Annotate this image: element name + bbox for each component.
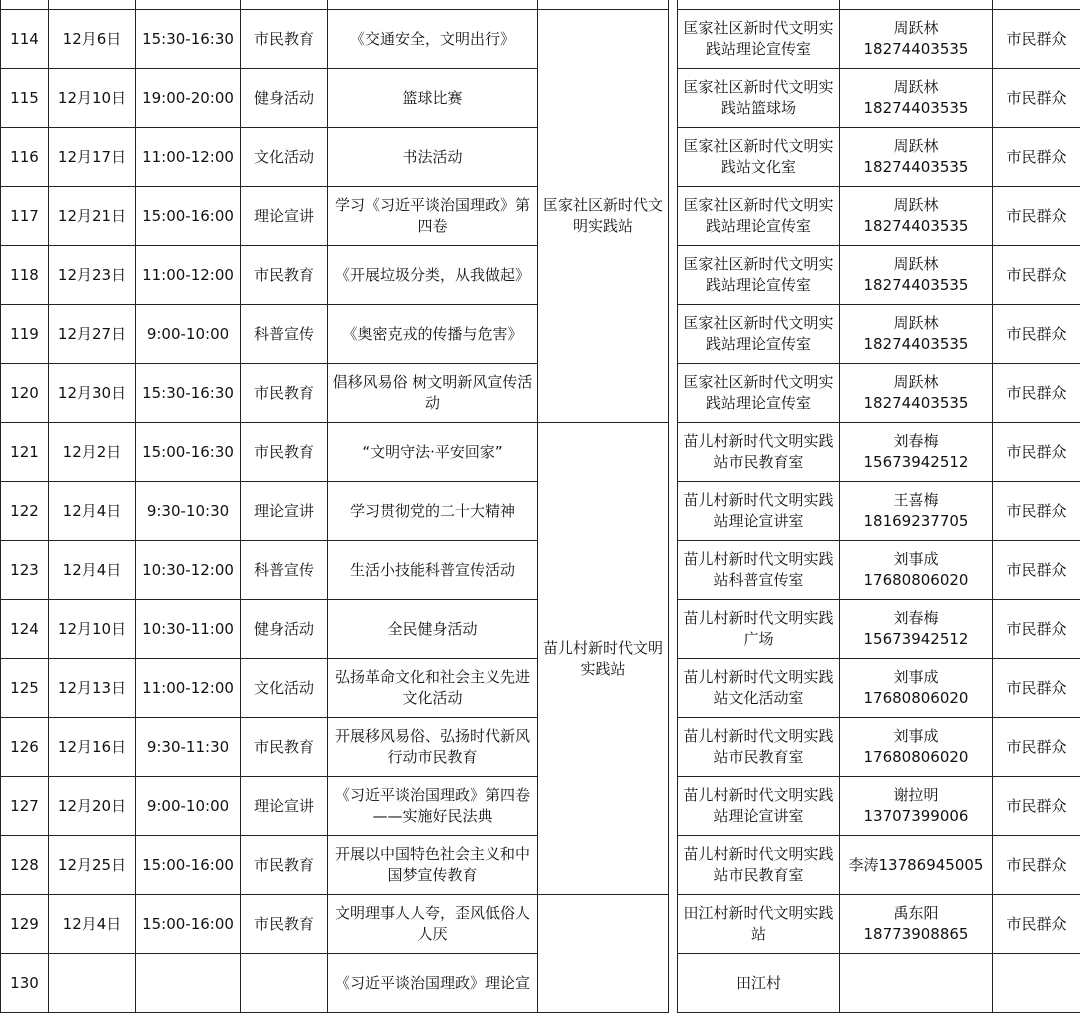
location-cell: 匡家社区新时代文明实践站理论宣传室 — [678, 364, 840, 423]
activity-type-cell: 市民教育 — [241, 836, 328, 895]
contact-cell: 周跃林18274403535 — [840, 69, 993, 128]
location-cell: 匡家社区新时代文明实践站篮球场 — [678, 69, 840, 128]
location-cell: 匡家社区新时代文明实践站理论宣传室 — [678, 246, 840, 305]
row-number-cell: 114 — [1, 10, 49, 69]
column-gap — [669, 423, 678, 482]
column-gap — [669, 836, 678, 895]
activity-content-cell: 《习近平谈治国理政》理论宣 — [328, 954, 538, 1013]
activity-content-cell: 《交通安全，文明出行》 — [328, 10, 538, 69]
audience-cell: 市民群众 — [993, 364, 1080, 423]
time-cell: 15:30-16:30 — [136, 10, 241, 69]
column-gap — [669, 128, 678, 187]
column-gap — [669, 0, 678, 10]
row-number-cell: 126 — [1, 718, 49, 777]
table-row — [1, 0, 1080, 10]
contact-cell: 谢拉明13707399006 — [840, 777, 993, 836]
column-gap — [669, 600, 678, 659]
location-cell: 苗儿村新时代文明实践站科普宣传室 — [678, 541, 840, 600]
time-cell: 9:00-10:00 — [136, 777, 241, 836]
row-number-cell: 128 — [1, 836, 49, 895]
location-cell: 苗儿村新时代文明实践广场 — [678, 600, 840, 659]
location-cell: 苗儿村新时代文明实践站市民教育室 — [678, 836, 840, 895]
time-cell: 15:30-16:30 — [136, 364, 241, 423]
row-number-cell: 121 — [1, 423, 49, 482]
column-gap — [669, 305, 678, 364]
time-cell: 11:00-12:00 — [136, 659, 241, 718]
contact-cell: 周跃林18274403535 — [840, 128, 993, 187]
row-number-cell: 130 — [1, 954, 49, 1013]
date-cell: 12月2日 — [49, 423, 136, 482]
time-cell: 11:00-12:00 — [136, 246, 241, 305]
activity-type-cell — [241, 954, 328, 1013]
date-cell: 12月25日 — [49, 836, 136, 895]
location-cell: 匡家社区新时代文明实践站文化室 — [678, 128, 840, 187]
activity-content-cell: 学习贯彻党的二十大精神 — [328, 482, 538, 541]
date-cell: 12月30日 — [49, 364, 136, 423]
organizer-station-cell — [538, 0, 669, 10]
column-gap — [669, 541, 678, 600]
organizer-station-cell: 匡家社区新时代文明实践站 — [538, 10, 669, 423]
date-cell: 12月4日 — [49, 541, 136, 600]
activity-content-cell: 《习近平谈治国理政》第四卷——实施好民法典 — [328, 777, 538, 836]
time-cell — [136, 954, 241, 1013]
activity-type-cell: 健身活动 — [241, 69, 328, 128]
location-cell: 匡家社区新时代文明实践站理论宣传室 — [678, 187, 840, 246]
activity-type-cell: 文化活动 — [241, 128, 328, 187]
date-cell: 12月10日 — [49, 69, 136, 128]
contact-cell: 刘事成17680806020 — [840, 718, 993, 777]
row-number-cell: 122 — [1, 482, 49, 541]
activity-content-cell: 倡移风易俗 树文明新风宣传活动 — [328, 364, 538, 423]
location-cell — [678, 0, 840, 10]
row-number-cell: 120 — [1, 364, 49, 423]
time-cell: 9:00-10:00 — [136, 305, 241, 364]
activity-content-cell: 学习《习近平谈治国理政》第四卷 — [328, 187, 538, 246]
location-cell: 匡家社区新时代文明实践站理论宣传室 — [678, 305, 840, 364]
activity-type-cell: 市民教育 — [241, 246, 328, 305]
date-cell — [49, 954, 136, 1013]
contact-cell: 周跃林18274403535 — [840, 364, 993, 423]
activity-content-cell: 弘扬革命文化和社会主义先进文化活动 — [328, 659, 538, 718]
activity-type-cell: 市民教育 — [241, 10, 328, 69]
contact-cell: 周跃林18274403535 — [840, 246, 993, 305]
time-cell — [136, 0, 241, 10]
audience-cell: 市民群众 — [993, 836, 1080, 895]
audience-cell: 市民群众 — [993, 895, 1080, 954]
activity-type-cell — [241, 0, 328, 10]
column-gap — [669, 187, 678, 246]
row-number-cell: 117 — [1, 187, 49, 246]
time-cell: 10:30-11:00 — [136, 600, 241, 659]
date-cell: 12月21日 — [49, 187, 136, 246]
time-cell: 15:00-16:00 — [136, 836, 241, 895]
row-number-cell: 123 — [1, 541, 49, 600]
contact-cell — [840, 0, 993, 10]
row-number-cell: 116 — [1, 128, 49, 187]
time-cell: 15:00-16:00 — [136, 187, 241, 246]
activity-content-cell — [328, 0, 538, 10]
table-row — [1, 423, 1080, 482]
row-number-cell: 127 — [1, 777, 49, 836]
column-gap — [669, 246, 678, 305]
date-cell: 12月4日 — [49, 895, 136, 954]
time-cell: 19:00-20:00 — [136, 69, 241, 128]
audience-cell: 市民群众 — [993, 482, 1080, 541]
column-gap — [669, 777, 678, 836]
location-cell: 苗儿村新时代文明实践站市民教育室 — [678, 423, 840, 482]
contact-cell — [840, 954, 993, 1013]
activity-type-cell: 科普宣传 — [241, 305, 328, 364]
audience-cell — [993, 954, 1080, 1013]
column-gap — [669, 895, 678, 954]
date-cell: 12月16日 — [49, 718, 136, 777]
location-cell: 田江村 — [678, 954, 840, 1013]
activity-type-cell: 市民教育 — [241, 895, 328, 954]
column-gap — [669, 659, 678, 718]
location-cell: 苗儿村新时代文明实践站文化活动室 — [678, 659, 840, 718]
activity-type-cell: 健身活动 — [241, 600, 328, 659]
date-cell — [49, 0, 136, 10]
contact-cell: 周跃林18274403535 — [840, 187, 993, 246]
contact-cell: 周跃林18274403535 — [840, 10, 993, 69]
audience-cell: 市民群众 — [993, 69, 1080, 128]
table-row — [1, 10, 1080, 69]
audience-cell — [993, 0, 1080, 10]
date-cell: 12月20日 — [49, 777, 136, 836]
contact-cell: 李涛13786945005 — [840, 836, 993, 895]
time-cell: 11:00-12:00 — [136, 128, 241, 187]
schedule-table-body — [1, 0, 1080, 1013]
column-gap — [669, 718, 678, 777]
contact-cell: 周跃林18274403535 — [840, 305, 993, 364]
column-gap — [669, 364, 678, 423]
column-gap — [669, 10, 678, 69]
contact-cell: 刘事成17680806020 — [840, 659, 993, 718]
activity-type-cell: 科普宣传 — [241, 541, 328, 600]
audience-cell: 市民群众 — [993, 777, 1080, 836]
activity-type-cell: 文化活动 — [241, 659, 328, 718]
row-number-cell: 125 — [1, 659, 49, 718]
date-cell: 12月13日 — [49, 659, 136, 718]
activity-content-cell: “文明守法·平安回家” — [328, 423, 538, 482]
row-number-cell: 124 — [1, 600, 49, 659]
audience-cell: 市民群众 — [993, 659, 1080, 718]
row-number-cell: 118 — [1, 246, 49, 305]
location-cell: 苗儿村新时代文明实践站市民教育室 — [678, 718, 840, 777]
time-cell: 10:30-12:00 — [136, 541, 241, 600]
contact-cell: 刘春梅15673942512 — [840, 423, 993, 482]
activity-content-cell: 文明理事人人夸，歪风低俗人人厌 — [328, 895, 538, 954]
date-cell: 12月4日 — [49, 482, 136, 541]
contact-cell: 王喜梅18169237705 — [840, 482, 993, 541]
row-number-cell — [1, 0, 49, 10]
column-gap — [669, 69, 678, 128]
activity-content-cell: 书法活动 — [328, 128, 538, 187]
date-cell: 12月10日 — [49, 600, 136, 659]
activity-content-cell: 生活小技能科普宣传活动 — [328, 541, 538, 600]
activity-content-cell: 开展移风易俗、弘扬时代新风行动市民教育 — [328, 718, 538, 777]
column-gap — [669, 954, 678, 1013]
audience-cell: 市民群众 — [993, 718, 1080, 777]
activity-content-cell: 《开展垃圾分类，从我做起》 — [328, 246, 538, 305]
table-row — [1, 895, 1080, 954]
column-gap — [669, 482, 678, 541]
time-cell: 9:30-11:30 — [136, 718, 241, 777]
activity-type-cell: 市民教育 — [241, 718, 328, 777]
contact-cell: 禹东阳18773908865 — [840, 895, 993, 954]
activity-content-cell: 开展以中国特色社会主义和中国梦宣传教育 — [328, 836, 538, 895]
audience-cell: 市民群众 — [993, 423, 1080, 482]
location-cell: 苗儿村新时代文明实践站理论宣讲室 — [678, 777, 840, 836]
audience-cell: 市民群众 — [993, 187, 1080, 246]
activity-content-cell: 篮球比赛 — [328, 69, 538, 128]
activity-type-cell: 理论宣讲 — [241, 777, 328, 836]
activity-type-cell: 理论宣讲 — [241, 187, 328, 246]
audience-cell: 市民群众 — [993, 246, 1080, 305]
location-cell: 匡家社区新时代文明实践站理论宣传室 — [678, 10, 840, 69]
activity-type-cell: 市民教育 — [241, 364, 328, 423]
time-cell: 15:00-16:00 — [136, 895, 241, 954]
row-number-cell: 115 — [1, 69, 49, 128]
activity-type-cell: 理论宣讲 — [241, 482, 328, 541]
audience-cell: 市民群众 — [993, 305, 1080, 364]
row-number-cell: 129 — [1, 895, 49, 954]
activity-content-cell: 《奥密克戎的传播与危害》 — [328, 305, 538, 364]
date-cell: 12月27日 — [49, 305, 136, 364]
time-cell: 15:00-16:30 — [136, 423, 241, 482]
location-cell: 田江村新时代文明实践站 — [678, 895, 840, 954]
activity-type-cell: 市民教育 — [241, 423, 328, 482]
audience-cell: 市民群众 — [993, 128, 1080, 187]
audience-cell: 市民群众 — [993, 10, 1080, 69]
row-number-cell: 119 — [1, 305, 49, 364]
audience-cell: 市民群众 — [993, 600, 1080, 659]
date-cell: 12月17日 — [49, 128, 136, 187]
contact-cell: 刘事成17680806020 — [840, 541, 993, 600]
organizer-station-cell: 苗儿村新时代文明实践站 — [538, 423, 669, 895]
date-cell: 12月6日 — [49, 10, 136, 69]
activity-content-cell: 全民健身活动 — [328, 600, 538, 659]
location-cell: 苗儿村新时代文明实践站理论宣讲室 — [678, 482, 840, 541]
date-cell: 12月23日 — [49, 246, 136, 305]
audience-cell: 市民群众 — [993, 541, 1080, 600]
contact-cell: 刘春梅15673942512 — [840, 600, 993, 659]
time-cell: 9:30-10:30 — [136, 482, 241, 541]
organizer-station-cell — [538, 895, 669, 1013]
